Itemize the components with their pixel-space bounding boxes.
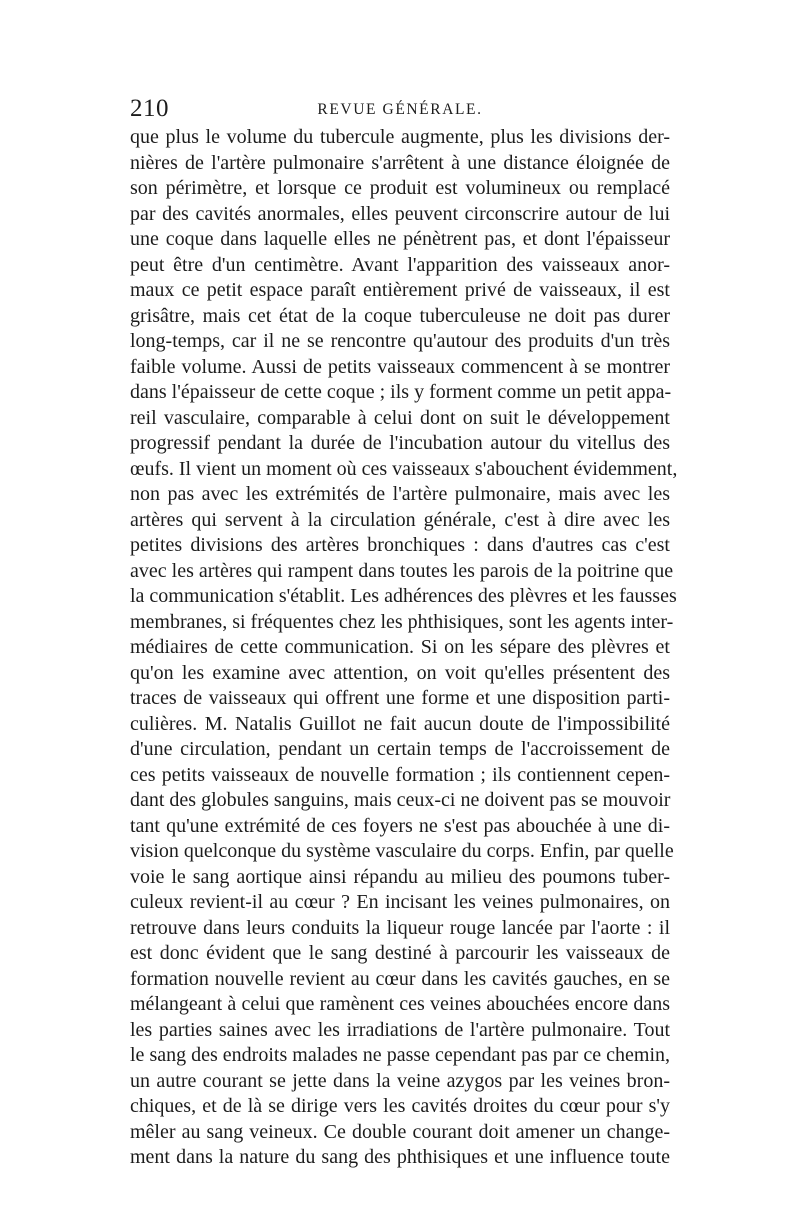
text-line: dant des globules sanguins, mais ceux-ci ne doivent pas se mouvoir [130,789,671,811]
text-line: grisâtre, mais cet état de la coque tuberculeuse ne doit pas durer [130,304,670,327]
text-line: par des cavités anormales, elles peuvent circonscrire autour de lui [130,202,670,225]
text-line: œufs. Il vient un moment où ces vaisseaux s'abouchent évidemment, [130,457,678,480]
text-line: que plus le volume du tubercule augmente, plus les divisions der- [130,126,670,148]
text-line: mêler au sang veineux. Ce double courant doit amener un change- [130,1120,670,1143]
text-line: une coque dans laquelle elles ne pénètrent pas, et dont l'épaisseur [130,228,670,250]
text-line: progressif pendant la durée de l'incubation autour du vitellus des [130,432,670,454]
text-line: maux ce petit espace paraît entièrement privé de vaisseaux, il est [130,279,670,301]
text-line: son périmètre, et lorsque ce produit est volumineux ou remplacé [130,177,670,199]
journal-title: REVUE GÉNÉRALE. [317,101,483,118]
text-line: traces de vaisseaux qui offrent une forme et une disposition parti- [130,687,670,709]
text-line: la communication s'établit. Les adhérences des plèvres et les fausses [130,585,677,607]
text-line: d'une circulation, pendant un certain temps de l'accroissement de [130,738,670,760]
text-line: culeux revient-il au cœur ? En incisant les veines pulmonaires, on [130,891,670,913]
text-line: reil vasculaire, comparable à celui dont on suit le développement [130,406,670,429]
text-line: ment dans la nature du sang des phthisiques et une influence toute [130,1146,670,1168]
text-line: petites divisions des artères bronchiques : dans d'autres cas c'est [130,534,670,556]
text-line: un autre courant se jette dans la veine azygos par les veines bron- [130,1069,670,1092]
text-line: tant qu'une extrémité de ces foyers ne s'est pas abouchée à une di- [130,814,670,837]
text-line: formation nouvelle revient au cœur dans les cavités gauches, en se [130,967,670,990]
text-line: qu'on les examine avec attention, on voit qu'elles présentent des [130,661,670,684]
text-line: nières de l'artère pulmonaire s'arrêtent à une distance éloignée de [130,151,670,174]
text-line: les parties saines avec les irradiations de l'artère pulmonaire. Tout [130,1018,670,1041]
text-line: membranes, si fréquentes chez les phthisiques, sont les agents inter- [130,610,674,633]
text-line: médiaires de cette communication. Si on les sépare des plèvres et [130,636,670,658]
text-line: long-temps, car il ne se rencontre qu'autour des produits d'un très [130,330,670,352]
text-line: culières. M. Natalis Guillot ne fait aucun doute de l'impossibilité [130,712,670,735]
running-head [130,95,670,125]
text-line: faible volume. Aussi de petits vaisseaux commencent à se montrer [130,355,670,378]
page-number: 210 [130,95,169,122]
text-line: non pas avec les extrémités de l'artère pulmonaire, mais avec les [130,483,670,505]
text-line: est donc évident que le sang destiné à parcourir les vaisseaux de [130,942,670,964]
text-line: voie le sang aortique ainsi répandu au milieu des poumons tuber- [130,865,670,888]
text-line: vision quelconque du système vasculaire du corps. Enfin, par quelle [130,840,674,862]
text-line: chiques, et de là se dirige vers les cavités droites du cœur pour s'y [130,1095,670,1117]
book-page [130,95,678,1171]
text-line: ces petits vaisseaux de nouvelle formation ; ils contiennent cepen- [130,763,670,786]
text-line: le sang des endroits malades ne passe cependant pas par ce chemin, [130,1044,670,1066]
text-line: mélangeant à celui que ramènent ces veines abouchées encore dans [130,993,670,1015]
text-line: dans l'épaisseur de cette coque ; ils y forment comme un petit appa- [130,381,672,403]
text-line: peut être d'un centimètre. Avant l'apparition des vaisseaux anor- [130,253,670,276]
text-line: retrouve dans leurs conduits la liqueur rouge lancée par l'aorte : il [130,916,670,939]
text-line: artères qui servent à la circulation générale, c'est à dire avec les [130,508,670,531]
text-line: avec les artères qui rampent dans toutes les parois de la poitrine que [130,559,674,582]
body-text [130,125,678,1171]
